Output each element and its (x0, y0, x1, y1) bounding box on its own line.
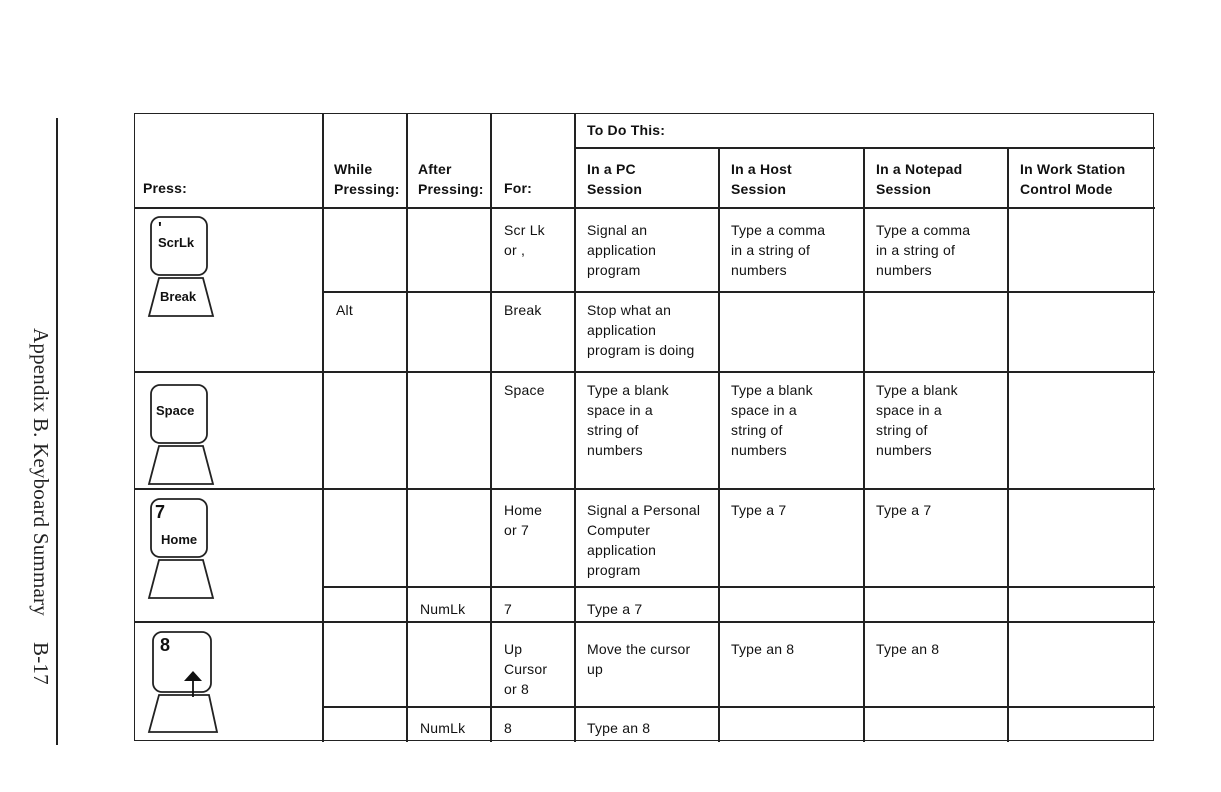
col-divider (1007, 147, 1009, 742)
row-divider (135, 207, 1155, 209)
space-key-icon (141, 382, 213, 487)
header-host-session: In a Host Session (731, 161, 792, 197)
up-arrow-8-key-icon (141, 629, 219, 735)
side-title (28, 328, 53, 685)
break-key-label: Break (160, 289, 197, 304)
cell-pc-action: Type a 7 (587, 601, 643, 617)
row-divider (135, 371, 1155, 373)
row-divider (574, 147, 1155, 149)
header-to-do-this: To Do This: (587, 122, 666, 138)
home-7-key-icon (141, 496, 213, 601)
row-divider (322, 291, 1155, 293)
col-divider (718, 147, 720, 742)
header-for: For: (504, 180, 533, 196)
cell-pc-action: Signal a Personal Computer application program (587, 502, 701, 578)
header-press: Press: (143, 180, 188, 196)
row-divider (135, 488, 1155, 490)
cell-for: Home or 7 (504, 502, 543, 538)
cell-pc-action: Type a blank space in a string of numbers (587, 382, 669, 458)
cell-host-action: Type an 8 (731, 641, 795, 657)
header-work-station-control: In Work Station Control Mode (1020, 161, 1126, 197)
cell-after-pressing: NumLk (420, 720, 466, 736)
col-divider (863, 147, 865, 742)
row-divider (322, 706, 1155, 708)
cell-for: Space (504, 382, 545, 398)
cell-notepad-action: Type an 8 (876, 641, 940, 657)
cell-pc-action: Stop what an application program is doing (587, 302, 695, 358)
cell-after-pressing: NumLk (420, 601, 466, 617)
page-number: B-17 (29, 641, 53, 685)
cell-for: Scr Lk or , (504, 222, 545, 258)
cell-host-action: Type a 7 (731, 502, 787, 518)
scrlk-key-comma: ' (158, 220, 162, 237)
header-while-pressing: While Pressing: (334, 161, 400, 197)
cell-notepad-action: Type a blank space in a string of numbers (876, 382, 958, 458)
cell-host-action: Type a comma in a string of numbers (731, 222, 826, 278)
cell-notepad-action: Type a comma in a string of numbers (876, 222, 971, 278)
cell-pc-action: Signal an application program (587, 222, 657, 278)
margin-rule (56, 118, 58, 745)
header-notepad-session: In a Notepad Session (876, 161, 963, 197)
home-key-label: Home (161, 532, 198, 547)
header-pc-session: In a PC Session (587, 161, 643, 197)
appendix-title: Appendix B. Keyboard Summary (29, 328, 53, 616)
cell-for: 8 (504, 720, 512, 736)
space-key-label: Space (156, 403, 195, 418)
up-key-number: 8 (160, 635, 171, 655)
row-divider (135, 621, 1155, 623)
cell-for: Break (504, 302, 542, 318)
home-key-number: 7 (155, 502, 166, 522)
keyboard-summary-table (134, 113, 1154, 741)
cell-notepad-action: Type a 7 (876, 502, 932, 518)
row-divider (322, 586, 1155, 588)
cell-host-action: Type a blank space in a string of numbers (731, 382, 813, 458)
cell-for: 7 (504, 601, 512, 617)
cell-for: Up Cursor or 8 (504, 641, 548, 697)
header-after-pressing: After Pressing: (418, 161, 484, 197)
cell-pc-action: Move the cursor up (587, 641, 691, 677)
cell-pc-action: Type an 8 (587, 720, 651, 736)
cell-while-pressing: Alt (336, 302, 353, 318)
scrlk-key-label: ScrLk (158, 235, 195, 250)
